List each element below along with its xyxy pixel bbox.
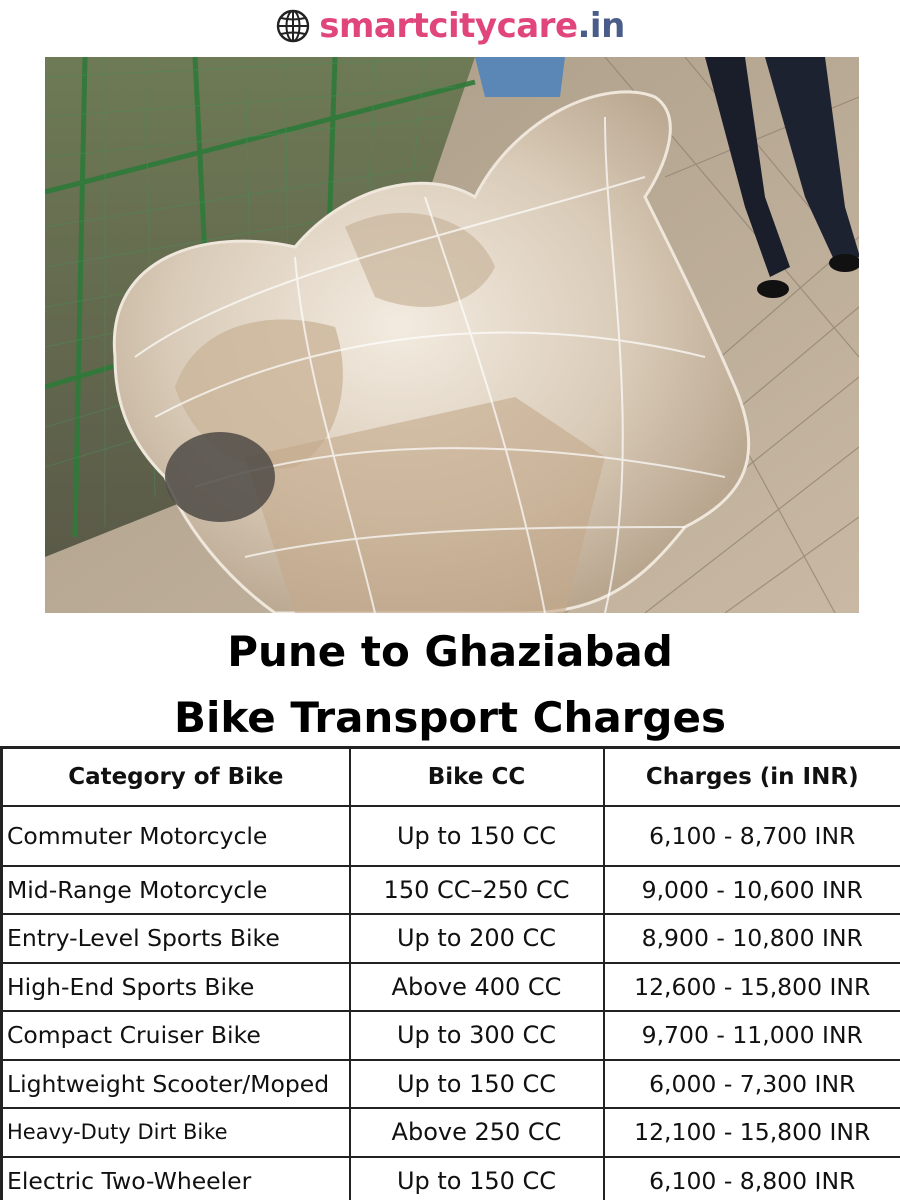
table-row <box>2 914 900 963</box>
table-row <box>2 866 900 915</box>
title-line-1: Pune to Ghaziabad <box>227 627 673 676</box>
page-title <box>0 618 900 750</box>
cc-cell: Above 400 CC <box>350 963 604 1012</box>
brand-header <box>0 0 900 52</box>
header-category: Category of Bike <box>2 748 350 806</box>
cc-cell: Up to 150 CC <box>350 1060 604 1109</box>
cc-cell: Up to 150 CC <box>350 1157 604 1200</box>
charges-cell: 9,700 - 11,000 INR <box>604 1011 900 1060</box>
brand-main-text: smartcitycare <box>319 6 578 46</box>
brand-name <box>319 6 625 46</box>
category-cell: Lightweight Scooter/Moped <box>2 1060 350 1109</box>
table-row <box>2 806 900 866</box>
category-cell: Entry-Level Sports Bike <box>2 914 350 963</box>
header-charges: Charges (in INR) <box>604 748 900 806</box>
table-row <box>2 1157 900 1200</box>
charges-table <box>0 746 900 1200</box>
charges-cell: 12,100 - 15,800 INR <box>604 1108 900 1157</box>
cc-cell: Up to 150 CC <box>350 806 604 866</box>
charges-cell: 6,100 - 8,700 INR <box>604 806 900 866</box>
category-cell: Electric Two-Wheeler <box>2 1157 350 1200</box>
category-cell: Commuter Motorcycle <box>2 806 350 866</box>
category-cell: Compact Cruiser Bike <box>2 1011 350 1060</box>
title-line-2: Bike Transport Charges <box>174 693 726 742</box>
charges-cell: 6,000 - 7,300 INR <box>604 1060 900 1109</box>
table-row <box>2 1011 900 1060</box>
category-cell: Mid-Range Motorcycle <box>2 866 350 915</box>
header-bike-cc: Bike CC <box>350 748 604 806</box>
charges-cell: 12,600 - 15,800 INR <box>604 963 900 1012</box>
bike-wrapped-photo <box>45 57 859 613</box>
cc-cell: 150 CC–250 CC <box>350 866 604 915</box>
table-header-row <box>2 748 900 806</box>
cc-cell: Up to 200 CC <box>350 914 604 963</box>
category-cell: High-End Sports Bike <box>2 963 350 1012</box>
charges-table-container <box>0 746 900 1200</box>
cc-cell: Up to 300 CC <box>350 1011 604 1060</box>
table-row <box>2 1108 900 1157</box>
brand-tld-text: .in <box>577 6 625 46</box>
charges-cell: 8,900 - 10,800 INR <box>604 914 900 963</box>
charges-cell: 9,000 - 10,600 INR <box>604 866 900 915</box>
table-row <box>2 1060 900 1109</box>
category-cell: Heavy-Duty Dirt Bike <box>2 1108 350 1157</box>
charges-cell: 6,100 - 8,800 INR <box>604 1157 900 1200</box>
globe-icon <box>275 8 311 44</box>
cc-cell: Above 250 CC <box>350 1108 604 1157</box>
table-row <box>2 963 900 1012</box>
